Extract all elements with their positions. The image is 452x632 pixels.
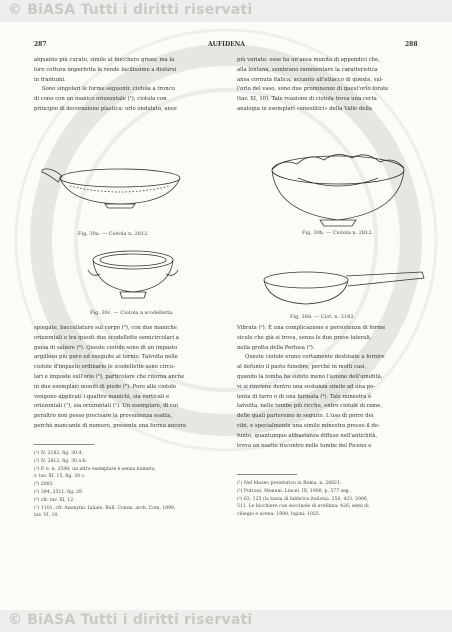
footnote: (²) Putrani, Monum. Lincei, IX, 1900, p. 577 seg. bbox=[237, 488, 351, 494]
text-line: principio di decorazione plastica: orlo ondulato, anse bbox=[34, 105, 177, 112]
footnotes-right bbox=[237, 480, 369, 519]
text-line: Sono singolari le forme seguenti: ciotola a tronco bbox=[42, 86, 175, 93]
right-column-bottom bbox=[237, 324, 385, 451]
watermark-bottom: © BiASA Tutti i diritti riservati bbox=[8, 612, 253, 628]
text-line: Vibrata (²). È una complicazione e persistenza di forme bbox=[237, 325, 386, 331]
text-line: loro cottura imperfetta le rende facilissime a disfarsi bbox=[34, 66, 177, 73]
text-line: al defunto il pasto funebre, perchè in molti casi, bbox=[237, 364, 367, 371]
caption-fig-30a: Fig. 30a. — Ciotola n. 2812. bbox=[78, 231, 149, 237]
footnote-rule-right bbox=[237, 474, 297, 475]
text-line: guisa di saliere (⁴). Queste ciotole sono di un impasto bbox=[34, 344, 178, 351]
footnote: (⁴) 2083. bbox=[34, 482, 55, 488]
text-line: orizzontali e tra questi due scodellette semicircolari a bbox=[34, 334, 179, 341]
text-line: argilloso più puro ed eseguite al tornio. Talvolta nelle bbox=[34, 354, 178, 361]
text-line: peraltro non posso precisare la provenienza esatta, bbox=[34, 413, 173, 420]
footnote: (¹) N. 2182, fig. 30 d. bbox=[34, 451, 83, 456]
footnote: (³) P. e. n. 2598; un altro esemplare è senza numero, bbox=[34, 466, 156, 472]
text-line: analogia in esemplari «eneolitici» della Valle della bbox=[237, 105, 372, 112]
footnote: 511. Le bicchiere con seccinole di avellana: 426; semi di bbox=[237, 504, 369, 510]
caption-fig-30b: Fig. 30b. — Ciotola n. 2812. bbox=[302, 230, 374, 236]
text-line: in due esemplari muniti di piede (⁶). Pure alle ciotole bbox=[34, 383, 177, 390]
footnote: ciliegio e avena: 1898, lupini: 1025. bbox=[237, 512, 321, 518]
right-page-number: 288 bbox=[405, 41, 418, 48]
text-line: sicule che già si trova, senza le due prese laterali, bbox=[237, 334, 372, 341]
footnote: tav. VI, 10. bbox=[34, 513, 59, 519]
text-line: nella grotta della Pertosa (³). bbox=[237, 344, 315, 351]
text-line: vi si rinviene dentro una sostanza simile ad una po- bbox=[237, 383, 376, 390]
footnote: (¹) Nel Museo preistorico in Roma, n. 26821. bbox=[237, 481, 342, 486]
footnote: (⁵) 394, 2511, fig. 29 bbox=[34, 489, 82, 495]
left-page-number: 287 bbox=[34, 41, 47, 48]
footnote: (⁶) cfr. tav. XI, 12. bbox=[34, 497, 75, 503]
caption-fig-30d: Fig. 30d. — Ciot. n. 2182. bbox=[290, 314, 356, 320]
left-column-top bbox=[34, 56, 177, 115]
text-line: vengono applicati i quattro manichi, sia verticali e bbox=[34, 393, 170, 400]
text-line: più variate: esse ha un'ansa munita di appendici che, bbox=[237, 57, 380, 63]
text-line: (tav. XI, 10). Tale reazione di ciotola trova una certa bbox=[237, 96, 377, 103]
footnote: v. tav. XI, 15, fig. 30 c. bbox=[34, 474, 86, 480]
footnote-rule-left bbox=[34, 444, 94, 445]
text-line: ansa cornuta italica; accanto all'attacco di questa, sul- bbox=[237, 76, 384, 83]
watermark-top: © BiASA Tutti i diritti riservati bbox=[8, 2, 253, 18]
caption-fig-30c: Fig. 30c. — Ciotola a scodelletta. bbox=[90, 310, 174, 316]
text-line: orizzontali (⁷), sia orizzontali (¹). Un esemplare, di cui bbox=[34, 403, 179, 410]
left-column-bottom bbox=[34, 324, 186, 432]
text-line: Queste ciotole erano certamente destinate a fornire bbox=[245, 354, 385, 361]
running-title: AUFIDENA bbox=[208, 41, 245, 48]
figure-30a-bowl-drawing bbox=[40, 158, 190, 218]
text-line: funto, quantunque abbastanza diffuso nell'antichità, bbox=[237, 432, 378, 439]
right-column-top bbox=[237, 56, 388, 115]
text-line: lenta di farro o di una farinata (⁴). Tale minestra è bbox=[237, 393, 372, 400]
footnote: (³) 63, 125 (la tazza di fabbrica italiota), 250, 433, 2006, bbox=[237, 496, 369, 502]
figure-30b-bowl-drawing bbox=[262, 140, 412, 228]
text-line: talvolta, nelle tombe più ricche, entro ciotole di rame, bbox=[237, 403, 383, 410]
footnote: (²) N. 2812, fig. 30 a-b. bbox=[34, 458, 88, 464]
footnote: (⁷) 1101, cfr. Anonymi. Iuliale, Bull. Comm. arch. Com. 1898, bbox=[34, 505, 176, 511]
text-line: ciotole d'impasto ordinario le scodellette sono circo- bbox=[34, 364, 175, 371]
footnotes-left bbox=[34, 450, 175, 520]
text-line: perchè mancante di numero, presenta una forma ancora bbox=[34, 422, 187, 429]
text-line: di cono con un manico orizzontale (¹); ciotola con bbox=[34, 96, 167, 103]
text-line: in frantumi. bbox=[34, 76, 66, 83]
text-line: l'orlo del vaso, sono due prominenze di quest'orlo forate bbox=[237, 86, 389, 93]
figure-30d-bowl-drawing bbox=[258, 266, 428, 310]
text-line: delle quali parleremo in seguito. L'uso di porre dei bbox=[237, 413, 374, 420]
text-line: lari e imposte sull'orlo (⁵), particolare che ritorna anche bbox=[34, 373, 185, 380]
text-line: cibi, e specialmente una simile minestra presso il de- bbox=[237, 422, 380, 429]
text-line: quando la tomba ha subito meno l'azione dell'umidità, bbox=[237, 373, 383, 380]
text-line: alla lontana, sembrano rammentare la caratteristica bbox=[237, 66, 378, 73]
text-line: spiegate, baccellature sul corpo (³), con due maniche bbox=[34, 325, 177, 331]
text-line: trova un esatto riscontro nelle tombe del Piceno e bbox=[237, 442, 372, 449]
figure-30c-bowl-drawing bbox=[86, 248, 180, 304]
text-line: alquanto più curato, simile al bucchero grezo; ma la bbox=[34, 57, 175, 63]
